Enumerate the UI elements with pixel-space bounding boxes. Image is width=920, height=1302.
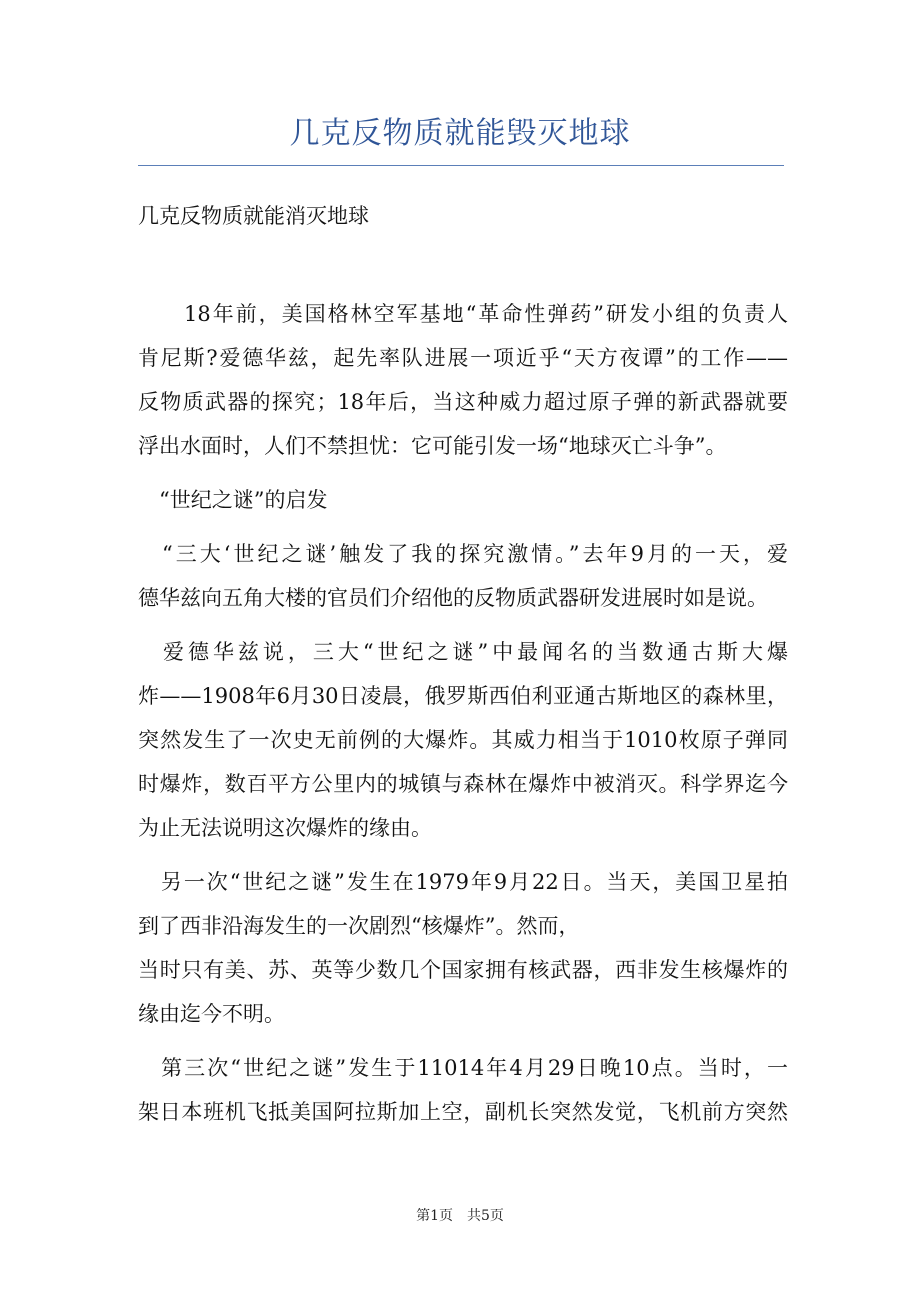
title-divider — [138, 165, 784, 166]
paragraph-line: “三大‘世纪之谜’触发了我的探究激情。”去年9月的一天，爱 — [138, 542, 788, 566]
paragraph-line: 第三次“世纪之谜”发生于11014年4月29日晚10点。当时，一 — [138, 1056, 788, 1080]
document-title: 几克反物质就能毁灭地球 — [289, 116, 631, 151]
paragraph-line: 另一次“世纪之谜”发生在1979年9月22日。当天，美国卫星拍 — [138, 870, 788, 894]
paragraph-line: 反物质武器的探究；18年后，当这种威力超过原子弹的新武器就要 — [138, 390, 788, 414]
paragraph-line: 时爆炸，数百平方公里内的城镇与森林在爆炸中被消灭。科学界迄今 — [138, 772, 788, 796]
paragraph-line: 当时只有美、苏、英等少数几个国家拥有核武器，西非发生核爆炸的 — [138, 958, 788, 982]
paragraph-line: 突然发生了一次史无前例的大爆炸。其威力相当于1010枚原子弹同 — [138, 728, 788, 752]
document-subtitle: 几克反物质就能消灭地球 — [138, 204, 369, 228]
paragraph-line: 18年前，美国格林空军基地“革命性弹药”研发小组的负责人 — [138, 302, 788, 326]
paragraph-line: 炸——1908年6月30日凌晨，俄罗斯西伯利亚通古斯地区的森林里， — [138, 684, 788, 708]
paragraph-line: 肯尼斯?爱德华兹，起先率队进展一项近乎“天方夜谭”的工作—— — [138, 346, 788, 370]
paragraph-line: 浮出水面时，人们不禁担忧：它可能引发一场“地球灭亡斗争”。 — [138, 434, 727, 458]
paragraph-line: 到了西非沿海发生的一次剧烈“核爆炸”。然而， — [138, 914, 580, 938]
paragraph-line: 架日本班机飞抵美国阿拉斯加上空，副机长突然发觉，飞机前方突然 — [138, 1100, 788, 1124]
page-number: 第1页 共5页 — [416, 1208, 504, 1224]
paragraph-line: 为止无法说明这次爆炸的缘由。 — [138, 816, 432, 840]
section-heading: “世纪之谜”的启发 — [138, 488, 328, 512]
article-body — [138, 292, 788, 1134]
paragraph-line: 德华兹向五角大楼的官员们介绍他的反物质武器研发进展时如是说。 — [138, 586, 768, 610]
paragraph-line: 缘由迄今不明。 — [138, 1002, 285, 1026]
paragraph-line: 爱德华兹说，三大“世纪之谜”中最闻名的当数通古斯大爆 — [138, 640, 788, 664]
